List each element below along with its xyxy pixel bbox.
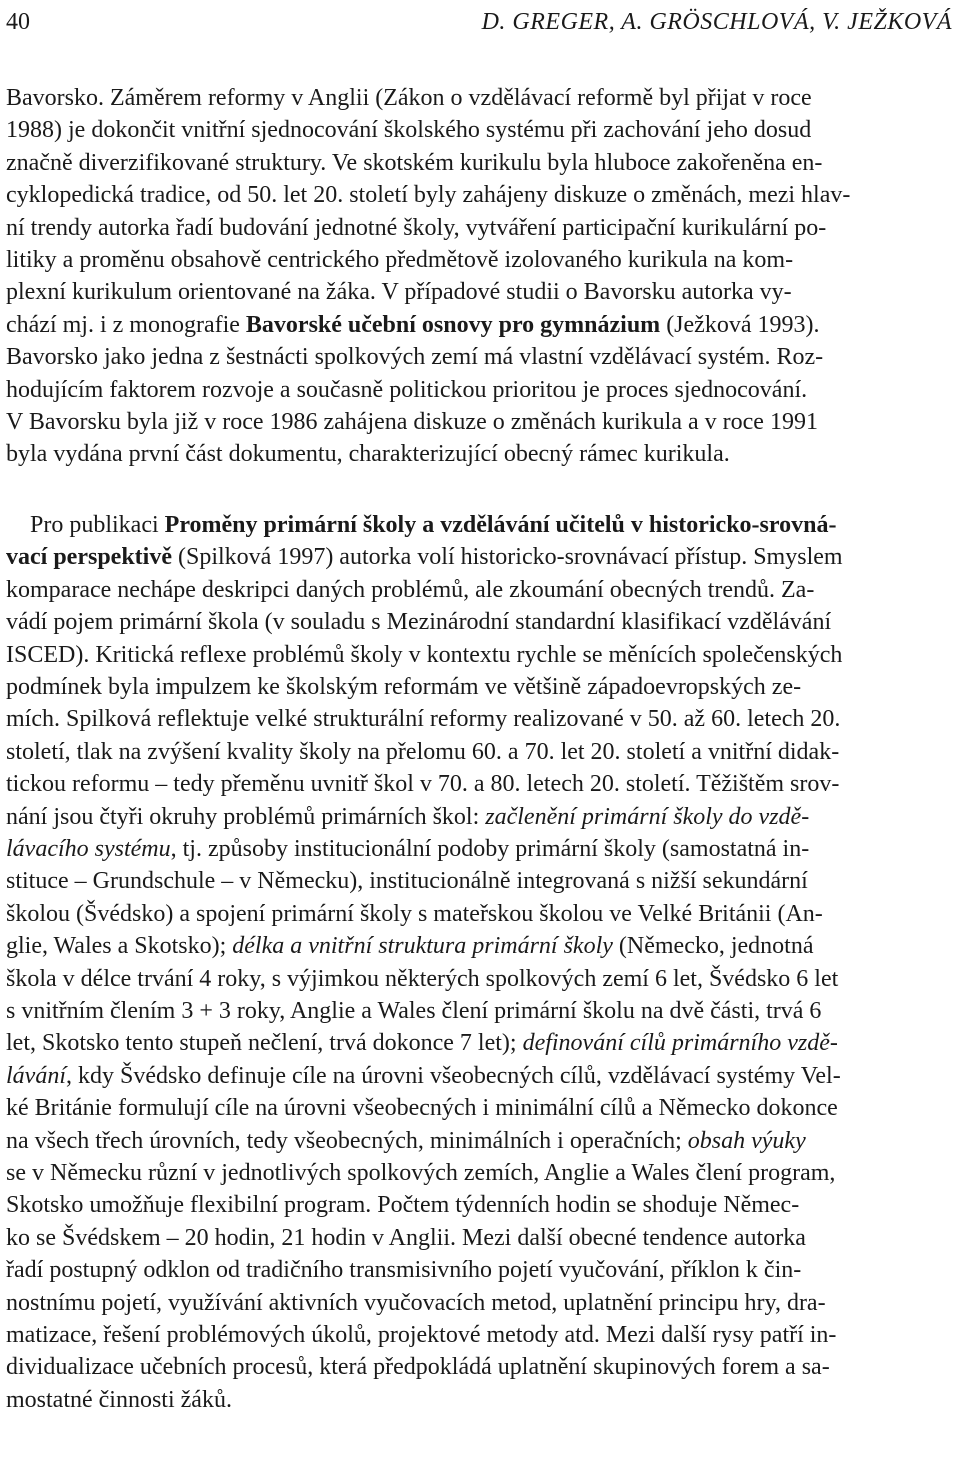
book-title: Proměny primární školy a vzdělávání učitelů v historicko-srovná- <box>164 511 837 538</box>
text-line: hodujícím faktorem rozvoje a současně politickou prioritou je proces sjednocování. <box>6 376 808 403</box>
text-run: glie, Wales a Skotsko); <box>6 933 233 960</box>
text-run: let, Skotsko tento stupeň nečlení, trvá dokonce 7 let); <box>6 1030 523 1057</box>
text-line: byla vydána první část dokumentu, charakterizující obecný rámec kurikula. <box>6 441 730 468</box>
text-line: dividualizace učebních procesů, která předpokládá uplatnění skupinových forem a sa- <box>6 1354 830 1381</box>
text-line <box>6 1060 954 1092</box>
page-number: 40 <box>6 9 30 35</box>
text-line: komparace nechápe deskripci daných problémů, ale zkoumání obecných trendů. Za- <box>6 576 815 603</box>
text-line: plexní kurikulum orientované na žáka. V případové studii o Bavorsku autorka vy- <box>6 279 792 306</box>
book-title: vací perspektivě <box>6 544 172 571</box>
text-run: Pro publikaci <box>30 511 165 538</box>
text-line: ko se Švédskem – 20 hodin, 21 hodin v Anglii. Mezi další obecné tendence autorka <box>6 1224 806 1251</box>
text-line: ké Británie formulují cíle na úrovni všeobecných i minimální cílů a Německo dokonce <box>6 1095 838 1122</box>
text-line <box>6 833 954 865</box>
text-line <box>6 541 954 573</box>
text-run: (Německo, jednotná <box>612 933 814 960</box>
text-line: cyklopedická tradice, od 50. let 20. století byly zahájeny diskuze o změnách, mezi hlav- <box>6 182 851 209</box>
text-line: ní trendy autorka řadí budování jednotné školy, vytváření participační kurikulární po- <box>6 214 827 241</box>
text-line: V Bavorsku byla již v roce 1986 zahájena diskuze o změnách kurikula a v roce 1991 <box>6 409 818 436</box>
text-line <box>6 801 954 833</box>
text-line: mostatné činnosti žáků. <box>6 1386 232 1413</box>
text-line: nostnímu pojetí, využívání aktivních vyučovacích metod, uplatnění principu hry, dra- <box>6 1289 826 1316</box>
text-line <box>6 930 954 962</box>
text-line: tickou reformu – tedy přeměnu uvnitř škol v 70. a 80. letech 20. století. Těžištěm srov- <box>6 771 840 798</box>
text-line: s vnitřním člením 3 + 3 roky, Anglie a Wales člení primární školu na dvě části, trvá 6 <box>6 997 822 1024</box>
emphasis: obsah výuky <box>687 1127 806 1154</box>
emphasis: délka a vnitřní struktura primární školy <box>232 933 613 960</box>
text-line <box>6 1027 954 1059</box>
emphasis: lávacího systému <box>6 835 171 862</box>
text-line: se v Německu různí v jednotlivých spolkových zemích, Anglie a Wales člení program, <box>6 1160 836 1186</box>
emphasis: začlenění primární školy do vzdě- <box>485 803 810 830</box>
text-line: litiky a proměnu obsahově centrického předmětově izolovaného kurikula na kom- <box>6 247 794 274</box>
emphasis: lávání <box>6 1062 66 1089</box>
text-run: , kdy Švédsko definuje cíle na úrovni všeobecných cílů, vzdělávací systémy Vel- <box>66 1062 841 1089</box>
text-run: chází mj. i z monografie <box>6 311 246 338</box>
text-line: škola v délce trvání 4 roky, s výjimkou některých spolkových zemí 6 let, Švédsko 6 let <box>6 965 839 992</box>
text-line: ISCED). Kritická reflexe problémů školy v kontextu rychle se měnících společenských <box>6 641 843 668</box>
paragraph-1 <box>6 82 954 471</box>
text-line: matizace, řešení problémových úkolů, projektové metody atd. Mezi další rysy patří in- <box>6 1322 837 1349</box>
text-line: Bavorsko jako jedna z šestnácti spolkových zemí má vlastní vzdělávací systém. Roz- <box>6 344 824 371</box>
text-run: (Ježková 1993). <box>660 311 820 338</box>
running-head-authors: D. GREGER, A. GRÖSCHLOVÁ, V. JEŽKOVÁ <box>481 9 952 35</box>
text-line: mích. Spilková reflektuje velké strukturální reformy realizované v 50. až 60. letech 20. <box>6 706 841 733</box>
text-run: (Spilková 1997) autorka volí historicko-srovnávací přístup. Smyslem <box>171 544 843 571</box>
text-run: nání jsou čtyři okruhy problémů primárních škol: <box>6 803 486 830</box>
text-line: vádí pojem primární škola (v souladu s Mezinárodní standardní klasifikací vzdělávání <box>6 609 832 636</box>
book-title: Bavorské učební osnovy pro gymnázium <box>245 311 661 338</box>
body-text <box>6 82 954 1416</box>
text-line: Skotsko umožňuje flexibilní program. Počtem týdenních hodin se shoduje Němec- <box>6 1192 800 1219</box>
text-line <box>6 509 954 541</box>
text-line: 1988) je dokončit vnitřní sjednocování školského systému při zachování jeho dosud <box>6 117 812 144</box>
text-line: řadí postupný odklon od tradičního transmisivního pojetí vyučování, příklon k čin- <box>6 1257 802 1284</box>
emphasis: definování cílů primárního vzdě- <box>522 1030 838 1057</box>
text-line: značně diverzifikované struktury. Ve skotském kurikulu byla hluboce zakořeněna en- <box>6 149 823 176</box>
running-head <box>6 2 952 42</box>
text-run: na všech třech úrovních, tedy všeobecných, minimálních i operačních; <box>6 1127 688 1154</box>
text-run: , tj. způsoby institucionální podoby primární školy (samostatná in- <box>170 835 810 862</box>
text-line: podmínek byla impulzem ke školským reformám ve většině západoevropských ze- <box>6 673 802 700</box>
text-line: stituce – Grundschule – v Německu), institucionálně integrovaná s nižší sekundární <box>6 868 808 895</box>
text-line <box>6 309 954 341</box>
text-line: století, tlak na zvýšení kvality školy na přelomu 60. a 70. let 20. století a vnitřní didak- <box>6 738 840 765</box>
text-line: školou (Švédsko) a spojení primární školy s mateřskou školou ve Velké Británii (An- <box>6 900 823 927</box>
text-line <box>6 1125 954 1157</box>
text-line: Bavorsko. Záměrem reformy v Anglii (Zákon o vzdělávací reformě byl přijat v roce <box>6 85 812 111</box>
paragraph-2 <box>6 509 954 1416</box>
